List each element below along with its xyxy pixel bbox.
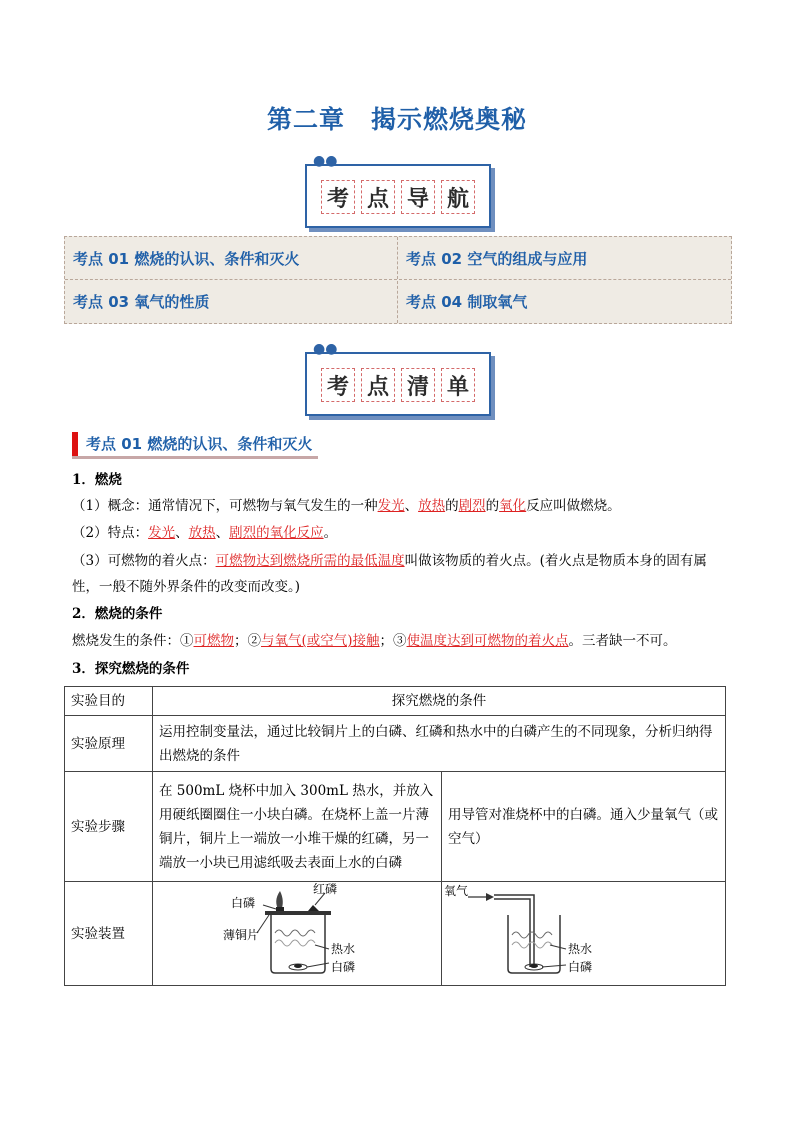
- row-label: 实验装置: [65, 882, 153, 986]
- badge-char: 导: [401, 180, 435, 214]
- section-heading: 考点 01 燃烧的认识、条件和灭火: [72, 432, 312, 456]
- badge-char: 点: [361, 368, 395, 402]
- nav-item-03[interactable]: 考点 03 氧气的性质: [73, 292, 210, 311]
- ignition-line-2: 性，一般不随外界条件的改变而改变。): [72, 579, 301, 595]
- heading-combustion: 1．燃烧: [72, 472, 122, 488]
- label-hot-water: 热水: [568, 941, 593, 956]
- label-red-phosphorus: 红磷: [313, 882, 338, 896]
- apparatus-2: [442, 882, 726, 986]
- row-value: 运用控制变量法，通过比较铜片上的白磷、红磷和热水中的白磷产生的不同现象，分析归纳得出燃烧的条件: [153, 716, 726, 772]
- topic-nav-table: [64, 236, 732, 324]
- conditions-line: 燃烧发生的条件：①可燃物；②与氧气(或空气)接触；③使温度达到可燃物的着火点。三者缺一不可。: [72, 633, 677, 649]
- list-badge: [305, 341, 491, 416]
- concept-line: （1）概念：通常情况下，可燃物与氧气发生的一种发光、放热的剧烈的氧化反应叫做燃烧。: [72, 498, 621, 514]
- badge-char: 单: [441, 368, 475, 402]
- experiment-table: [64, 686, 726, 986]
- badge-char: 航: [441, 180, 475, 214]
- heading-conditions: 2．燃烧的条件: [72, 606, 163, 622]
- chapter-title: 第二章 揭示燃烧奥秘: [266, 105, 527, 134]
- nav-badge: [305, 153, 491, 228]
- label-white-phosphorus: 白磷: [231, 895, 256, 910]
- badge-char: 清: [401, 368, 435, 402]
- label-oxygen: 氧气: [444, 883, 469, 898]
- row-value: 探究燃烧的条件: [153, 687, 726, 716]
- label-copper-plate: 薄铜片: [223, 927, 260, 942]
- ring-icon: ●●: [313, 341, 338, 357]
- beaker-copper-diagram: [153, 883, 441, 985]
- feature-line: （2）特点：发光、放热、剧烈的氧化反应。: [72, 525, 338, 541]
- heading-explore: 3．探究燃烧的条件: [72, 661, 190, 677]
- step-left: 在 500mL 烧杯中加入 300mL 热水，并放入用硬纸圈圈住一小块白磷。在烧杯上盖一片薄铜片，铜片上一端放一小堆干燥的红磷，另一端放一小块已用滤纸吸去表面上水的白磷: [153, 772, 442, 882]
- row-label: 实验目的: [65, 687, 153, 716]
- ignition-line: （3）可燃物的着火点：可燃物达到燃烧所需的最低温度叫做该物质的着火点。(着火点是物质本身的固有属: [72, 553, 707, 569]
- label-white-phosphorus-2: 白磷: [331, 959, 356, 974]
- apparatus-1: [153, 882, 442, 986]
- step-right: 用导管对准烧杯中的白磷。通入少量氧气（或空气）: [442, 772, 726, 882]
- row-label: 实验原理: [65, 716, 153, 772]
- badge-char: 考: [321, 368, 355, 402]
- badge-char: 考: [321, 180, 355, 214]
- label-hot-water: 热水: [331, 941, 356, 956]
- nav-item-01[interactable]: 考点 01 燃烧的认识、条件和灭火: [73, 249, 300, 268]
- row-label: 实验步骤: [65, 772, 153, 882]
- label-white-phosphorus: 白磷: [568, 959, 593, 974]
- nav-item-02[interactable]: 考点 02 空气的组成与应用: [406, 249, 588, 268]
- nav-item-04[interactable]: 考点 04 制取氧气: [406, 292, 528, 311]
- beaker-oxygen-diagram: [442, 883, 725, 985]
- badge-char: 点: [361, 180, 395, 214]
- ring-icon: ●●: [313, 153, 338, 169]
